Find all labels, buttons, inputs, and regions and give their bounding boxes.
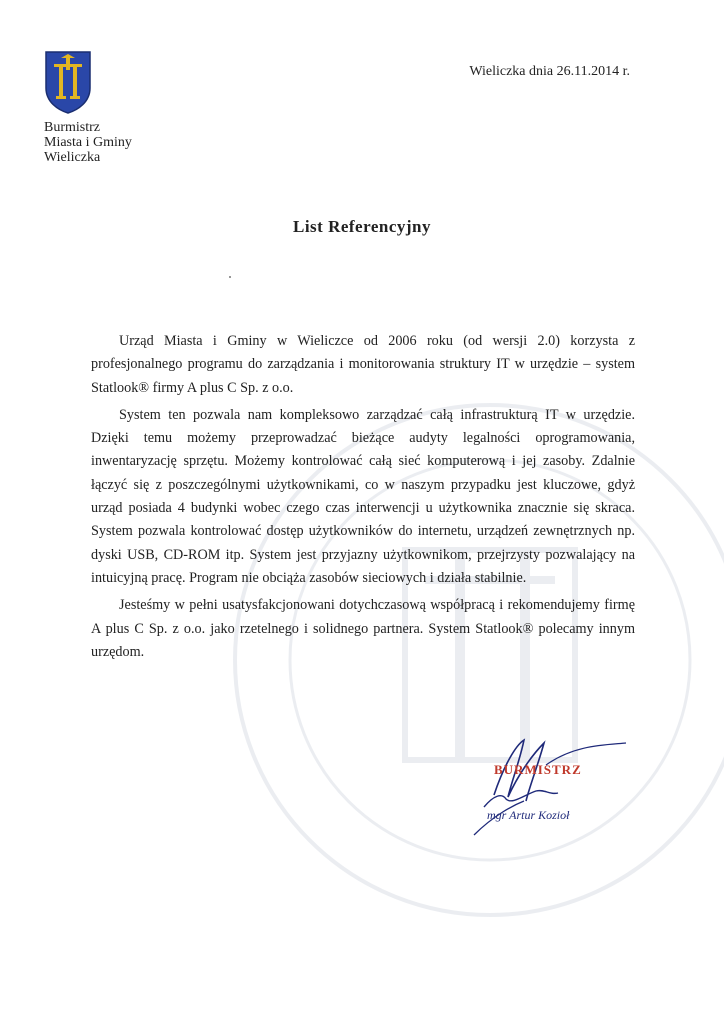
coat-of-arms-icon [44,50,92,114]
paragraph-1: Urząd Miasta i Gminy w Wieliczce od 2006 roku (od wersji 2.0) korzysta z profesjonalnego programu do zarządzania i monitorowania struktury IT w urzędzie – system Statlook® firmy A plus C Sp. z o.o. [91,333,635,396]
issuer-line-2: Miasta i Gminy [44,135,132,150]
letter-body [91,330,635,668]
signature-stamp-name: mgr Artur Kozioł [487,808,570,822]
paragraph-2: System ten pozwala nam kompleksowo zarządzać całą infrastrukturą IT w urzędzie. Dzięki temu możemy przeprowadzać bieżące audyty legalności oprogramowania, inwentaryzację sprzętu. Możemy kontrolować całą sieć komputerową i jej zasoby. Zdalnie łączyć się z poszczególnymi użytkownikami, co w naszym przypadku jest kluczowe, gdyż urząd posiada 4 budynki wobec czego czas interwencji u użytkownika znacznie się skraca. System pozwala kontrolować dostęp użytkowników do internetu, urządzeń zewnętrznych np. dyski USB, CD-ROM itp. System jest przyjazny użytkownikom, przejrzysty pozwalający na intuicyjną pracę. Program nie obciąża zasobów sieciowych i działa stabilnie. [91,406,635,586]
paragraph-3: Jesteśmy w pełni usatysfakcjonowani dotychczasową współpracą i rekomendujemy firmę A plus C Sp. z o.o. jako rzetelnego i solidnego partnera. System Statlook® polecamy innym urzędom. [91,597,635,660]
issuer-line-1: Burmistrz [44,120,100,135]
issuer-block [44,120,132,165]
issuer-line-3: Wieliczka [44,150,101,165]
handwritten-signature [454,735,644,845]
signature-stamp-title: BURMISTRZ [494,762,582,777]
letter-title: List Referencyjny [292,217,432,236]
letter-date: Wieliczka dnia 26.11.2014 r. [469,64,630,79]
stray-mark [229,276,231,278]
